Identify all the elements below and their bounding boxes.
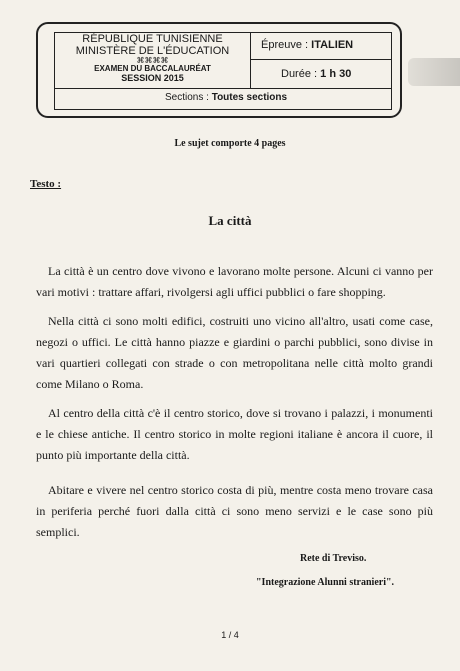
duree-value: 1 h 30 [320, 68, 352, 80]
epreuve-cell [251, 33, 391, 60]
header-table [54, 32, 392, 110]
paragraph-1: La città è un centro dove vivono e lavorano molte persone. Alcuni ci vanno per vari motivi : trattare affari, rivolgersi agli uffici pubblici o fare shopping. [36, 264, 433, 299]
sections-label: Sections : [165, 92, 209, 103]
exam-header [36, 22, 402, 118]
header-institution [55, 33, 251, 88]
sections-value: Toutes sections [211, 92, 288, 103]
session-name: SESSION 2015 [121, 72, 184, 83]
subject-pages-note: Le sujet comporte 4 pages [174, 138, 286, 149]
page-number: 1 / 4 [221, 630, 239, 640]
source-line-1: Rete di Treviso. [300, 553, 367, 564]
text-title: La città [208, 213, 252, 228]
source-line-2: "Integrazione Alunni stranieri". [256, 577, 395, 588]
sections-cell [55, 88, 391, 110]
duree-cell [251, 60, 391, 88]
country-name: RÉPUBLIQUE TUNISIENNE [82, 33, 223, 45]
paragraph-4: Abitare e vivere nel centro storico costa di più, mentre costa meno trovare casa in periferia perché fuori dalla città ci sono meno servizi e le case sono più semplici. [36, 483, 433, 539]
duree-label: Durée : [281, 68, 318, 80]
scan-edge-shadow [408, 58, 460, 86]
epreuve-label: Épreuve : [261, 39, 309, 51]
ornament: ⌘⌘⌘⌘ [136, 56, 169, 66]
ministry-name: MINISTÈRE DE L'ÉDUCATION [75, 44, 230, 57]
paragraph-3: Al centro della città c'è il centro storico, dove si trovano i palazzi, i monumenti e le chiese antiche. Il centro storico in molte regioni italiane è ancora il cuore, il punto più importante della città. [36, 406, 433, 462]
exam-name: EXAMEN DU BACCALAURÉAT [94, 64, 211, 74]
epreuve-value: ITALIEN [311, 39, 354, 51]
paragraph-2: Nella città ci sono molti edifici, costruiti uno vicino all'altro, usati come case, negozi o uffici. Le città hanno piazze e giardini o parchi pubblici, sono divise in vari quartieri collegati con strade o con metropolitana nelle città molto grandi come Milano o Roma. [36, 314, 433, 391]
testo-label: Testo : [30, 178, 62, 190]
